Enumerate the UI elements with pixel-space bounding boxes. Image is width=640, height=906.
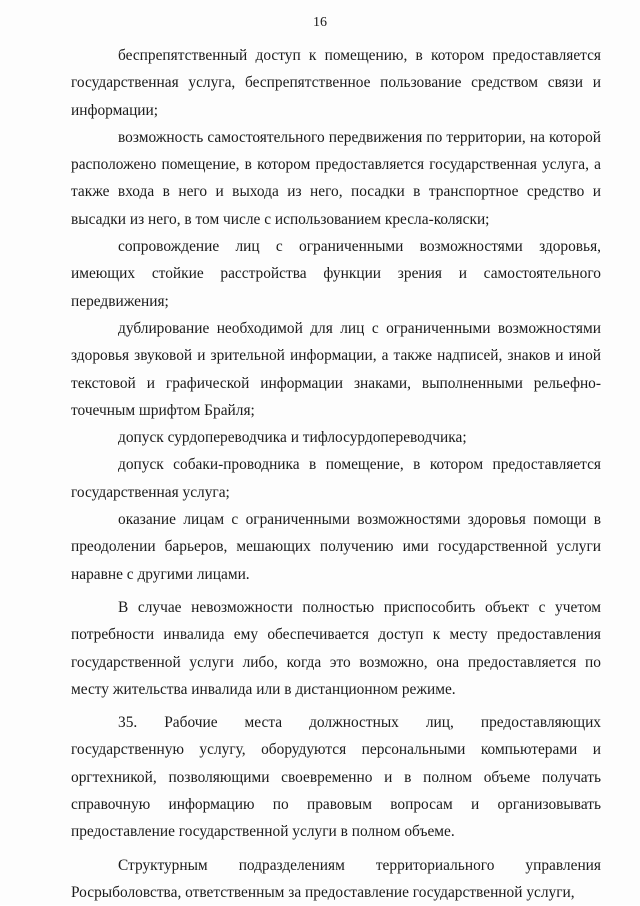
- paragraph-independent-movement: возможность самостоятельного передвижения по территории, на которой расположено помещение, в котором предоставляется государственная услуга, а также входа в него и выхода из него, посадки в транспортное средство и высадки из него, в том числе с использованием кресла-коляски;: [71, 128, 601, 228]
- paragraph-assistance: оказание лицам с ограниченными возможностями здоровья помощи в преодолении барьеров, мешающих получению ими государственной услуги наравне с другими лицами.: [71, 511, 601, 583]
- paragraph-escort: сопровождение лиц с ограниченными возможностями здоровья, имеющих стойкие расстройства функции зрения и самостоятельного передвижения;: [71, 238, 601, 310]
- paragraph-impossibility-case: В случае невозможности полностью приспособить объект с учетом потребности инвалида ему обеспечивается доступ к месту предоставления государственной услуги либо, когда это возможно, она предоставляется по месту жительства инвалида или в дистанционном режиме.: [71, 598, 601, 698]
- paragraph-sign-interpreter: допуск сурдопереводчика и тифлосурдопереводчика;: [118, 429, 467, 447]
- paragraph-structural-units: Структурным подразделениям территориального управления Росрыболовства, ответственным за предоставление государственной услуги,: [71, 856, 601, 901]
- paragraph-barrier-free-access: беспрепятственный доступ к помещению, в котором предоставляется государственная услуга, беспрепятственное пользование средством связи и информации;: [71, 47, 601, 119]
- paragraph-duplication-braille: дублирование необходимой для лиц с ограниченными возможностями здоровья звуковой и зрительной информации, а также надписей, знаков и иной текстовой и графической информации знаками, выполненными рельефно-точечным шрифтом Брайля;: [71, 319, 601, 419]
- document-body: [71, 42, 601, 906]
- page-number: 16: [313, 15, 327, 30]
- paragraph-guide-dog: допуск собаки-проводника в помещение, в котором предоставляется государственная услуга;: [71, 456, 601, 501]
- paragraph-item-35: 35. Рабочие места должностных лиц, предоставляющих государственную услугу, оборудуются персональными компьютерами и оргтехникой, позволяющими своевременно и в полном объеме получать справочную информацию по правовым вопросам и организовывать предоставление государственной услуги в полном объеме.: [71, 714, 601, 841]
